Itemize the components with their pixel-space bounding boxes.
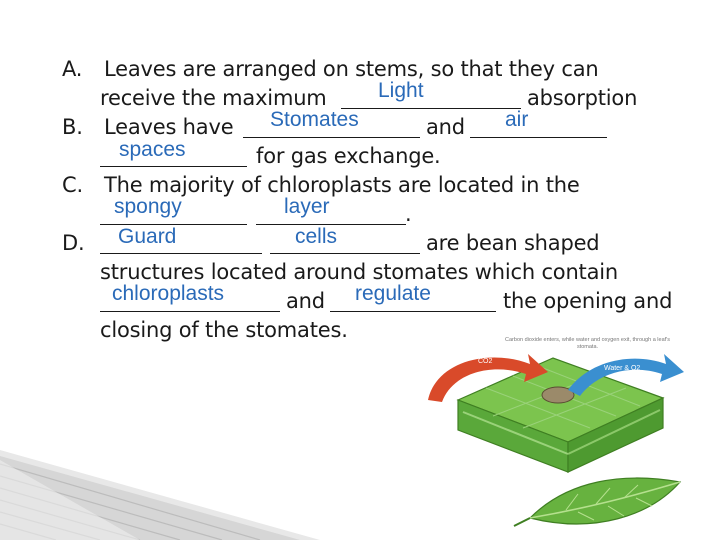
answer-air: air: [505, 108, 529, 131]
question-c-period: .: [405, 202, 412, 226]
leaf-block: [458, 358, 663, 472]
leaf-icon: [514, 478, 680, 526]
answer-stomates: Stomates: [270, 108, 359, 131]
water-o2-label: Water & O2: [604, 365, 641, 372]
question-d-line2: structures located around stomates which contain: [100, 260, 619, 284]
question-a-after: absorption: [527, 86, 638, 110]
question-b-line1: [62, 113, 233, 141]
question-b-marker: B.: [62, 115, 83, 139]
question-c-marker: C.: [62, 173, 83, 197]
answer-guard: Guard: [118, 225, 177, 248]
co2-label: CO2: [478, 358, 493, 365]
answer-chloroplasts: chloroplasts: [112, 282, 225, 305]
blank-b2: [470, 113, 607, 138]
answer-spongy: spongy: [114, 195, 182, 218]
question-a-text1: Leaves are arranged on stems, so that they can: [104, 57, 599, 81]
leaf-cross-section-illustration: [418, 330, 698, 535]
blank-d2: [270, 229, 420, 254]
question-d-and: and: [286, 289, 325, 313]
question-d-line1: [62, 229, 104, 257]
question-b-and: and: [426, 115, 465, 139]
question-b-text1: Leaves have: [104, 115, 234, 139]
answer-layer: layer: [284, 195, 330, 218]
question-d-line4: closing of the stomates.: [100, 318, 348, 342]
question-c-text1: The majority of chloroplasts are located in the: [104, 173, 580, 197]
question-a-text2: receive the maximum: [100, 86, 327, 110]
question-d-marker: D.: [62, 231, 85, 255]
answer-cells: cells: [295, 225, 338, 248]
question-d-after1: are bean shaped: [426, 231, 600, 255]
blank-a1: [341, 84, 521, 109]
blank-c2: [256, 200, 406, 225]
answer-regulate: regulate: [355, 282, 431, 305]
question-a-marker: A.: [62, 57, 83, 81]
answer-light: Light: [378, 79, 424, 102]
answer-spaces: spaces: [119, 138, 186, 161]
question-d-after3: the opening and: [503, 289, 673, 313]
question-b-after: for gas exchange.: [256, 144, 441, 168]
question-a-line1: [62, 55, 598, 83]
illustration-caption: Carbon dioxide enters, while water and oxygen exit, through a leaf's stomata.: [505, 337, 670, 350]
decorative-corner-stripes: [0, 450, 320, 540]
